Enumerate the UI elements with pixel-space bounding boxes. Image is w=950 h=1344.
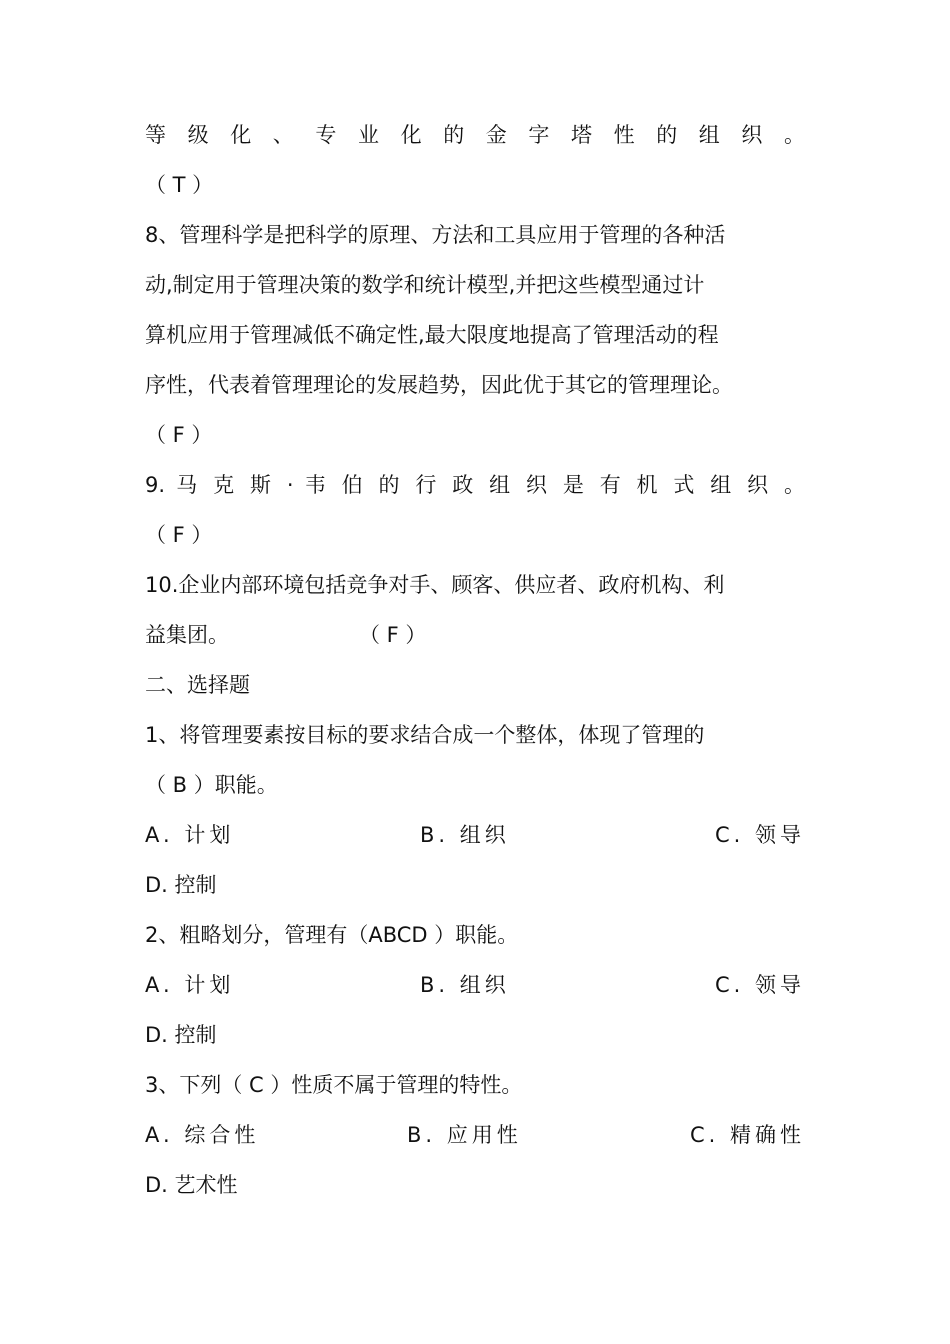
choice-3-stem: 3、下列（ C ）性质不属于管理的特性。 bbox=[145, 1073, 523, 1097]
option-b: B. 应用性 bbox=[407, 1123, 522, 1147]
answer-mark: （ F ） bbox=[145, 423, 213, 447]
choice-1-options bbox=[145, 810, 805, 860]
choice-2-options bbox=[145, 960, 805, 1010]
question-8-line: 算机应用于管理减低不确定性,最大限度地提高了管理活动的程 bbox=[145, 323, 719, 347]
option-b: B. 组织 bbox=[420, 823, 510, 847]
question-10-text: 益集团。 bbox=[145, 623, 229, 647]
question-8-line: 动,制定用于管理决策的数学和统计模型,并把这些模型通过计 bbox=[145, 273, 705, 297]
choice-3-options bbox=[145, 1110, 805, 1160]
option-c: C. 领导 bbox=[714, 823, 805, 847]
option-c: C. 精确性 bbox=[689, 1123, 805, 1147]
answer-mark: （ F ） bbox=[145, 523, 213, 547]
option-a: A. 计划 bbox=[145, 823, 235, 847]
question-9: 9. 马 克 斯 · 韦 伯 的 行 政 组 织 是 有 机 式 组 织 。 bbox=[145, 473, 805, 497]
question-10-line bbox=[145, 610, 805, 660]
text-line: 等 级 化 、 专 业 化 的 金 字 塔 性 的 组 织 。 bbox=[145, 123, 805, 147]
section-heading: 二、选择题 bbox=[145, 673, 250, 697]
choice-1-stem: 1、将管理要素按目标的要求结合成一个整体，体现了管理的 bbox=[145, 723, 705, 747]
answer-mark: （ F ） bbox=[359, 623, 427, 647]
question-8-line: 序性，代表着管理理论的发展趋势，因此优于其它的管理理论。 bbox=[145, 373, 733, 397]
option-c: C. 领导 bbox=[714, 973, 805, 997]
option-d: D. 艺术性 bbox=[145, 1173, 238, 1197]
question-8-line: 8、管理科学是把科学的原理、方法和工具应用于管理的各种活 bbox=[145, 223, 726, 247]
answer-mark: （ T ） bbox=[145, 173, 214, 197]
question-10-line: 10.企业内部环境包括竞争对手、顾客、供应者、政府机构、利 bbox=[145, 573, 725, 597]
document-page bbox=[145, 110, 805, 1210]
choice-2-stem: 2、粗略划分，管理有（ABCD ）职能。 bbox=[145, 923, 519, 947]
option-a: A. 综合性 bbox=[145, 1123, 260, 1147]
choice-1-stem: （ B ）职能。 bbox=[145, 773, 278, 797]
option-d: D. 控制 bbox=[145, 1023, 217, 1047]
option-a: A. 计划 bbox=[145, 973, 235, 997]
option-b: B. 组织 bbox=[420, 973, 510, 997]
option-d: D. 控制 bbox=[145, 873, 217, 897]
